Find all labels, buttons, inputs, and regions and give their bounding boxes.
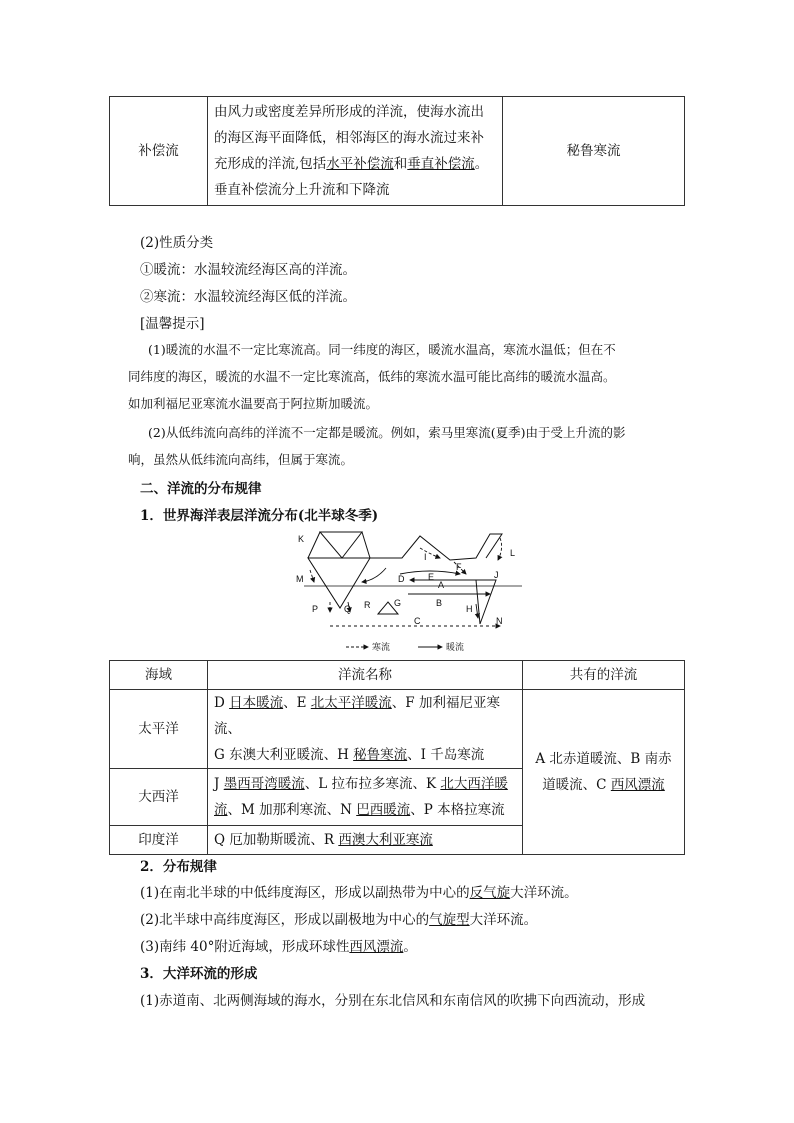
compensation-current-table: [109, 96, 685, 206]
cold-current-def: ②寒流：水温较流经海区低的洋流。: [140, 289, 356, 305]
legend-warm-label: 暖流: [446, 642, 465, 652]
table-cell-indian: Q 厄加勒斯暖流、R 西澳大利亚寒流: [208, 826, 523, 855]
rules-heading: 2．分布规律: [140, 859, 217, 875]
table-cell-name: 补偿流: [110, 97, 208, 206]
map-label: H: [466, 604, 473, 614]
warm-current-def: ①暖流：水温较流经海区高的洋流。: [140, 262, 356, 278]
map-label: R: [364, 600, 371, 610]
ocean-current-map: [290, 528, 530, 658]
map-label: J: [494, 570, 499, 580]
table-header: 洋流名称: [208, 661, 523, 690]
circulation-heading: 3．大洋环流的形成: [140, 966, 258, 982]
table-cell-pacific: D 日本暖流、E 北太平洋暖流、F 加利福尼亚寒流、 G 东澳大利亚暖流、H 秘鲁寒流、I 千岛寒流: [208, 690, 523, 769]
map-label: G: [394, 598, 402, 608]
table-cell-common: A 北赤道暖流、B 南赤 道暖流、C 西风漂流: [523, 690, 685, 855]
tip-line: (2)从低纬流向高纬的洋流不一定都是暖流。例如，索马里寒流(夏季)由于受上升流的影: [148, 425, 626, 440]
desc-line: 由风力或密度差异所形成的洋流，使海水流出: [214, 104, 484, 120]
tip-line: (1)暖流的水温不一定比寒流高。同一纬度的海区，暖流水温高，寒流水温低；但在不: [148, 342, 616, 357]
map-caption: 1．世界海洋表层洋流分布(北半球冬季): [140, 508, 379, 524]
continent-shape: [308, 558, 370, 608]
map-label: Q: [344, 604, 352, 614]
map-label: P: [312, 604, 319, 614]
table-row-atlantic: 大西洋: [110, 769, 208, 826]
map-label: I: [424, 552, 427, 562]
circulation-text: (1)赤道南、北两侧海域的海水，分别在东北信风和东南信风的吹拂下向西流动，形成: [140, 993, 646, 1009]
tip-label: [温馨提示]: [140, 316, 205, 332]
map-label: K: [298, 534, 305, 544]
tip-line: 如加利福尼亚寒流水温要高于阿拉斯加暖流。: [128, 396, 379, 411]
table-header: 海域: [110, 661, 208, 690]
tip-paragraph-2: [128, 419, 678, 473]
rule-2: (2)北半球中高纬度海区，形成以副极地为中心的气旋型大洋环流。: [140, 912, 538, 928]
table-cell-atlantic: J 墨西哥湾暖流、L 拉布拉多寒流、K 北大西洋暖 流、M 加那利寒流、N 巴西暖流、P 本格拉寒流: [208, 769, 523, 826]
table-row-pacific: 太平洋: [110, 690, 208, 769]
map-label: M: [296, 574, 304, 584]
desc-line: 垂直补偿流分上升流和下降流: [214, 182, 390, 198]
map-label: L: [510, 548, 516, 558]
tip-line: 同纬度的海区，暖流的水温不一定比寒流高，低纬的寒流水温可能比高纬的暖流水温高。: [128, 369, 616, 384]
rule-1: (1)在南北半球的中低纬度海区，形成以副热带为中心的反气旋大洋环流。: [140, 885, 578, 901]
map-label: F: [456, 562, 462, 572]
desc-line: 充形成的洋流,包括水平补偿流和垂直补偿流。: [214, 156, 489, 172]
table-cell-example: 秘鲁寒流: [503, 97, 685, 206]
section-heading: 二、洋流的分布规律: [140, 481, 262, 497]
map-label: E: [428, 572, 435, 582]
table-header: 共有的洋流: [523, 661, 685, 690]
continent-shape: [476, 580, 496, 624]
legend-cold-label: 寒流: [372, 642, 391, 652]
tip-paragraph-1: [128, 336, 678, 417]
map-label: A: [438, 580, 445, 590]
ocean-current-table: [109, 660, 685, 855]
desc-line: 的海区海平面降低，相邻海区的海水流过来补: [214, 130, 484, 146]
continent-shape: [320, 532, 362, 558]
table-cell-desc: [208, 97, 503, 206]
nature-heading: (2)性质分类: [140, 235, 214, 251]
table-row-indian: 印度洋: [110, 826, 208, 855]
map-label: B: [436, 598, 443, 608]
map-label: N: [496, 616, 503, 626]
tip-line: 响，虽然从低纬流向高纬，但属于寒流。: [128, 452, 354, 467]
map-label: D: [398, 574, 405, 584]
map-label: C: [414, 616, 421, 626]
rule-3: (3)南纬 40°附近海域，形成环球性西风漂流。: [140, 939, 417, 955]
